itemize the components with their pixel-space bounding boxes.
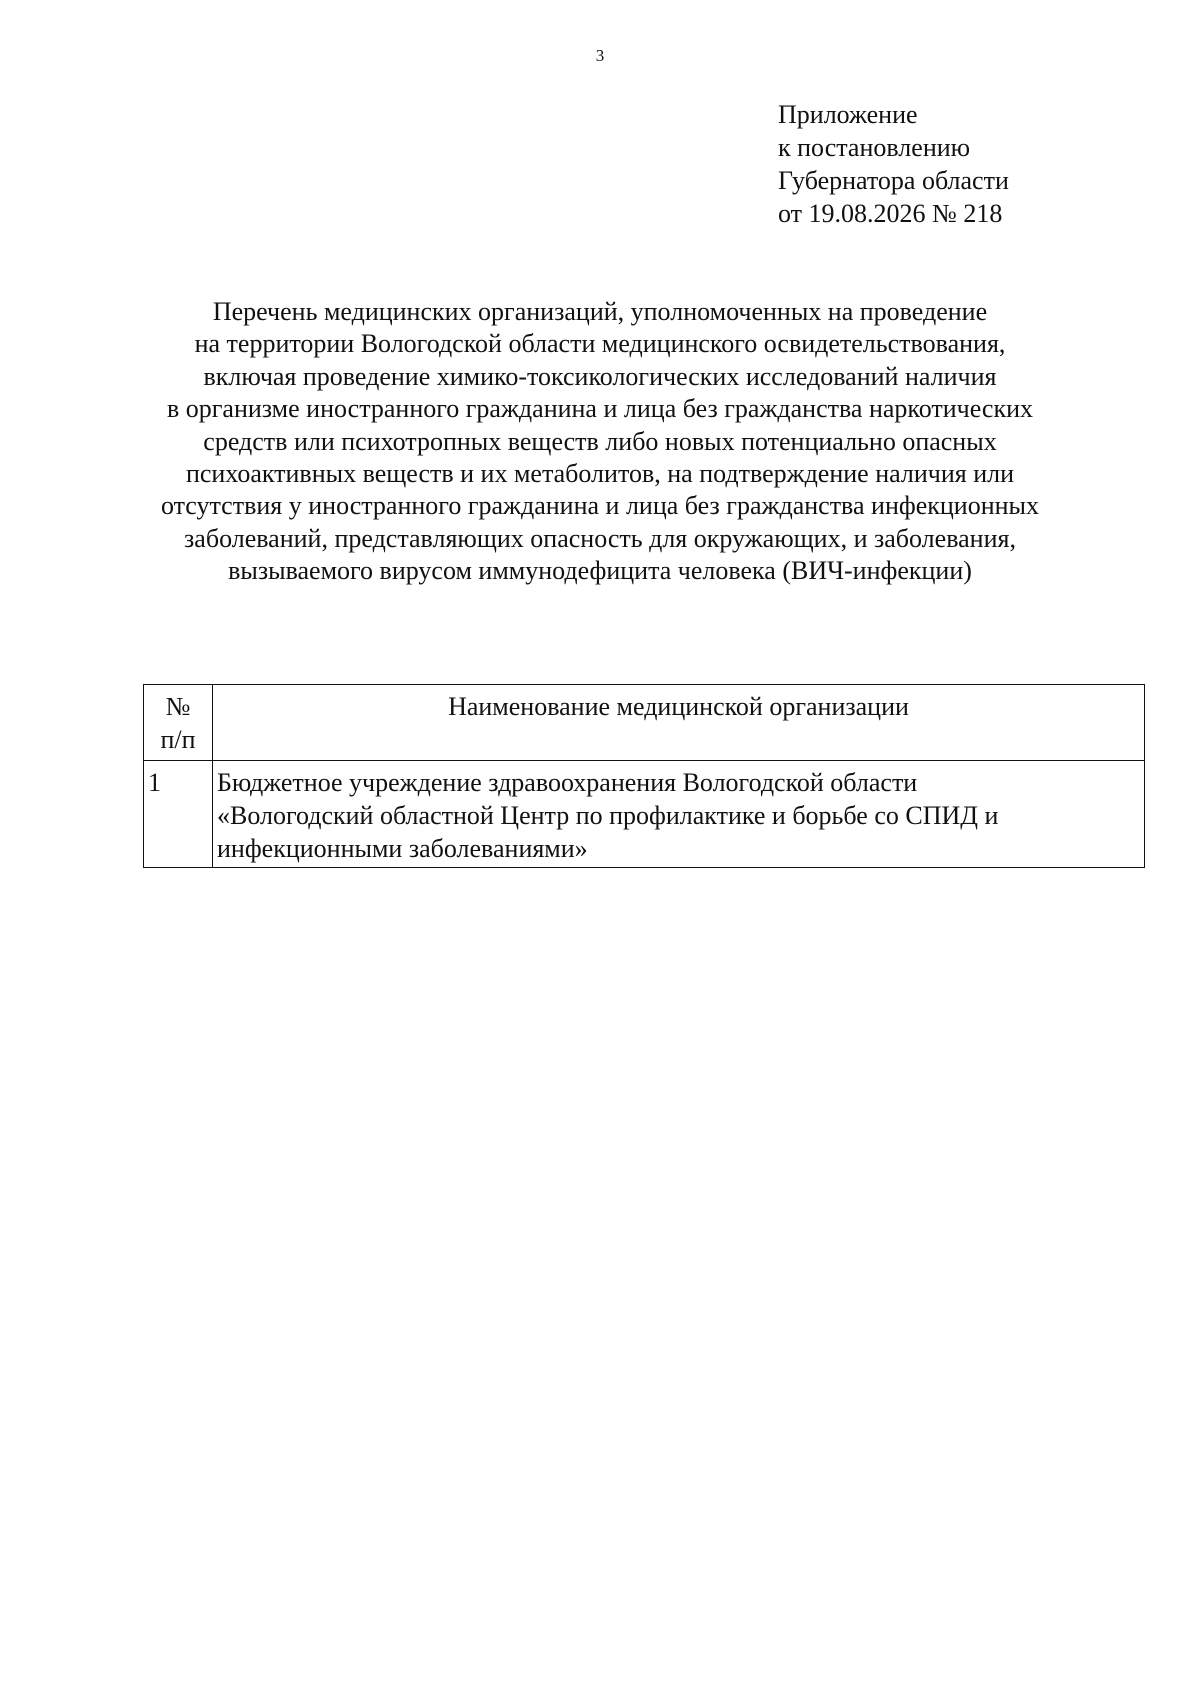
header-number-pp: п/п [160, 725, 196, 754]
title-line: средств или психотропных веществ либо новых потенциально опасных [203, 426, 997, 456]
document-title [0, 296, 1200, 588]
header-number-sign: № [165, 692, 191, 721]
header-number [144, 685, 213, 761]
appendix-line: от 19.08.2026 № 218 [778, 199, 1003, 228]
table-row [144, 761, 1145, 868]
appendix-line: Приложение [778, 100, 918, 129]
row-name-line: «Вологодский областной Центр по профилактике и борьбе со СПИД и [217, 801, 999, 830]
row-number: 1 [144, 761, 213, 868]
title-line: вызываемого вирусом иммунодефицита человека (ВИЧ-инфекции) [228, 556, 972, 586]
title-line: в организме иностранного гражданина и лица без гражданства наркотических [166, 394, 1034, 424]
row-name-line: Бюджетное учреждение здравоохранения Вологодской области [217, 768, 918, 797]
appendix-block [778, 98, 1009, 230]
page-number: 3 [595, 46, 605, 65]
appendix-line: к постановлению [778, 133, 971, 162]
title-line: психоактивных веществ и их метаболитов, на подтверждение наличия или [185, 459, 1015, 489]
header-name: Наименование медицинской организации [213, 685, 1145, 761]
title-line: на территории Вологодской области медицинского освидетельствования, [194, 329, 1006, 359]
title-line: заболеваний, представляющих опасность для окружающих, и заболевания, [184, 523, 1016, 553]
table-header-row [144, 685, 1145, 761]
title-line: Перечень медицинских организаций, уполномоченных на проведение [212, 297, 988, 326]
row-name [213, 761, 1145, 868]
organizations-table [143, 684, 1145, 868]
title-line: включая проведение химико-токсикологических исследований наличия [203, 361, 997, 391]
row-name-line: инфекционными заболеваниями» [217, 834, 588, 863]
appendix-line: Губернатора области [778, 166, 1009, 195]
title-line: отсутствия у иностранного гражданина и лица без гражданства инфекционных [160, 491, 1040, 521]
